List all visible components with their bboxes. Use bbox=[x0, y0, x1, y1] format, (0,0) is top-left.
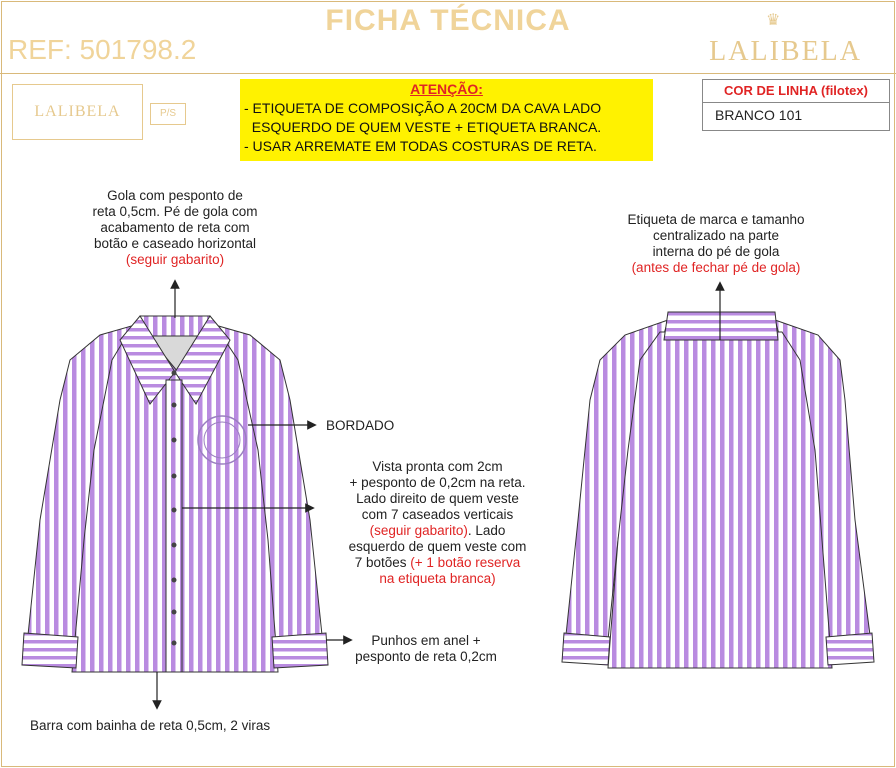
note-line: + pesponto de 0,2cm na reta. bbox=[349, 475, 526, 490]
front-left-cuff bbox=[22, 633, 78, 668]
collar-note bbox=[60, 188, 290, 268]
note-line: pesponto de reta 0,2cm bbox=[355, 649, 497, 664]
note-line: acabamento de reta com bbox=[100, 220, 250, 235]
note-line: Etiqueta de marca e tamanho bbox=[627, 212, 805, 227]
warning-title: ATENÇÃO: bbox=[410, 81, 483, 97]
back-body bbox=[608, 332, 832, 668]
thread-color-value: BRANCO 101 bbox=[715, 107, 803, 123]
cuff-note bbox=[336, 633, 516, 665]
front-placket bbox=[166, 380, 182, 672]
note-line: Punhos em anel + bbox=[371, 633, 481, 648]
reference-code: REF: 501798.2 bbox=[8, 34, 197, 65]
note-line: botão e caseado horizontal bbox=[93, 236, 257, 251]
note-line: esquerdo de quem veste com bbox=[348, 539, 527, 554]
note-line: Gola com pesponto de bbox=[107, 188, 243, 203]
bee-logo-icon: ♛ bbox=[766, 12, 781, 29]
note-line bbox=[320, 555, 555, 571]
label-brand: LALIBELA bbox=[34, 103, 121, 120]
front-shirt bbox=[22, 316, 328, 672]
note-line: com 7 caseados verticais bbox=[361, 507, 514, 522]
back-label-note bbox=[600, 212, 832, 276]
note-line: Vista pronta com 2cm bbox=[372, 459, 503, 474]
note-highlight: (seguir gabarito) bbox=[369, 523, 468, 538]
note-highlight: (+ 1 botão reserva bbox=[410, 555, 521, 570]
note-line: interna do pé de gola bbox=[652, 244, 780, 259]
note-text: 7 botões bbox=[354, 555, 411, 570]
warning-line: ESQUERDO DE QUEM VESTE + ETIQUETA BRANCA. bbox=[244, 119, 602, 135]
note-line bbox=[320, 523, 555, 539]
note-line-highlight: (seguir gabarito) bbox=[125, 252, 225, 267]
back-right-cuff bbox=[826, 633, 874, 665]
placket-note bbox=[320, 459, 555, 587]
warning-line: - USAR ARREMATE EM TODAS COSTURAS DE RETA. bbox=[244, 138, 597, 154]
note-line-highlight: na etiqueta branca) bbox=[379, 571, 496, 586]
note-line: centralizado na parte bbox=[652, 228, 780, 243]
back-shirt bbox=[562, 312, 874, 668]
back-left-cuff bbox=[562, 633, 610, 665]
note-line-highlight: (antes de fechar pé de gola) bbox=[631, 260, 801, 275]
embroidery-note: BORDADO bbox=[326, 418, 395, 433]
note-line: Lado direito de quem veste bbox=[356, 491, 519, 506]
warning-line: - ETIQUETA DE COMPOSIÇÃO A 20CM DA CAVA LADO bbox=[244, 100, 602, 116]
note-line: reta 0,5cm. Pé de gola com bbox=[92, 204, 258, 219]
label-size-box: P/S bbox=[150, 103, 186, 125]
page-title: FICHA TÉCNICA bbox=[325, 4, 571, 37]
note-text: . Lado bbox=[467, 523, 506, 538]
thread-color-title: COR DE LINHA (filotex) bbox=[703, 80, 889, 103]
hem-note: Barra com bainha de reta 0,5cm, 2 viras bbox=[30, 718, 271, 733]
back-collar bbox=[664, 312, 778, 340]
brand-logo: LALIBELA bbox=[709, 36, 862, 67]
front-right-cuff bbox=[272, 633, 328, 668]
